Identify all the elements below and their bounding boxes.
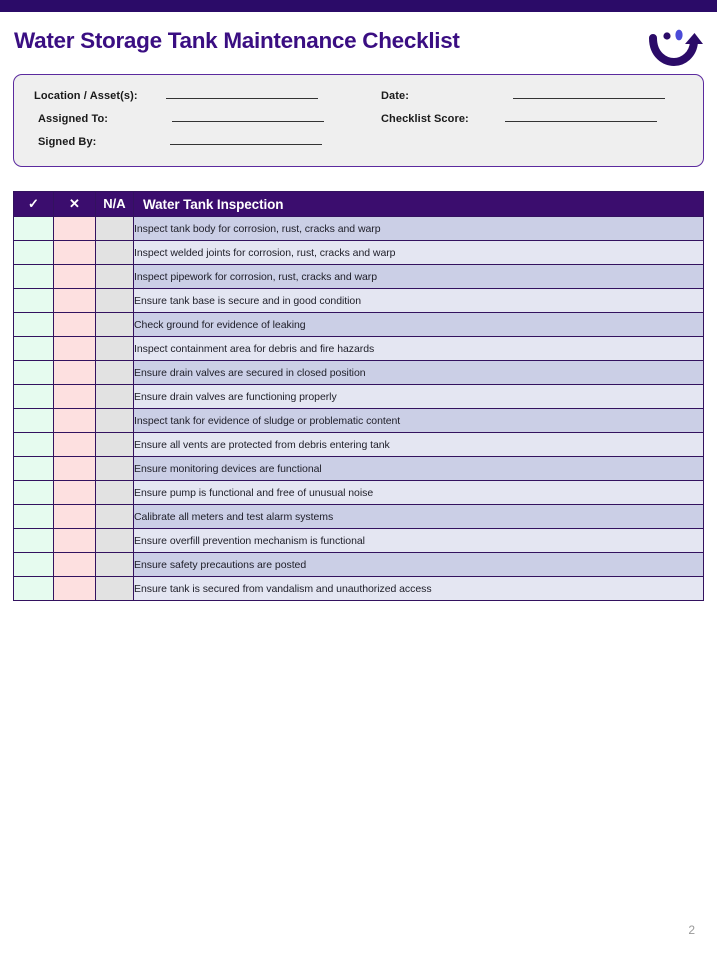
cell-na-10[interactable] — [96, 457, 134, 481]
top-accent-bar — [0, 0, 717, 12]
column-header-cross — [54, 192, 96, 217]
cross-icon: ✕ — [69, 196, 80, 211]
field-assigned-to-label: Assigned To: — [38, 113, 109, 125]
cell-na-7[interactable] — [96, 385, 134, 409]
field-date-label: Date: — [381, 90, 410, 102]
table-row — [14, 337, 704, 361]
table-row — [14, 265, 704, 289]
cell-task-label: Inspect tank for evidence of sludge or problematic content — [134, 409, 704, 433]
cell-na-4[interactable] — [96, 313, 134, 337]
cell-na-5[interactable] — [96, 337, 134, 361]
field-date[interactable] — [381, 90, 665, 102]
table-row — [14, 241, 704, 265]
cell-cross-4[interactable] — [54, 313, 96, 337]
cell-check-3[interactable] — [14, 289, 54, 313]
checklist-header-row — [14, 192, 704, 217]
cell-task-label: Inspect tank body for corrosion, rust, cracks and warp — [134, 217, 704, 241]
cell-check-13[interactable] — [14, 529, 54, 553]
cell-check-0[interactable] — [14, 217, 54, 241]
check-icon: ✓ — [28, 196, 39, 211]
cell-na-15[interactable] — [96, 577, 134, 601]
field-signed-by-input[interactable] — [170, 144, 322, 145]
table-row — [14, 457, 704, 481]
cell-cross-15[interactable] — [54, 577, 96, 601]
column-header-check — [14, 192, 54, 217]
field-signed-by-label: Signed By: — [38, 136, 97, 148]
cell-cross-9[interactable] — [54, 433, 96, 457]
inspection-checklist-table — [13, 191, 704, 601]
cell-cross-12[interactable] — [54, 505, 96, 529]
cell-task-label: Ensure overfill prevention mechanism is functional — [134, 529, 704, 553]
field-checklist-score-input[interactable] — [505, 121, 657, 122]
page-number: 2 — [688, 923, 695, 937]
cell-check-15[interactable] — [14, 577, 54, 601]
cell-task-label: Inspect welded joints for corrosion, rust, cracks and warp — [134, 241, 704, 265]
cell-cross-2[interactable] — [54, 265, 96, 289]
cell-na-1[interactable] — [96, 241, 134, 265]
na-label: N/A — [103, 196, 126, 211]
field-location[interactable] — [34, 90, 318, 102]
cell-cross-6[interactable] — [54, 361, 96, 385]
page-header — [0, 12, 717, 70]
cell-task-label: Check ground for evidence of leaking — [134, 313, 704, 337]
cell-cross-7[interactable] — [54, 385, 96, 409]
table-row — [14, 361, 704, 385]
table-row — [14, 577, 704, 601]
field-assigned-to[interactable] — [38, 113, 324, 125]
cell-check-8[interactable] — [14, 409, 54, 433]
cell-na-11[interactable] — [96, 481, 134, 505]
field-checklist-score-label: Checklist Score: — [381, 113, 469, 125]
cell-check-1[interactable] — [14, 241, 54, 265]
cell-cross-3[interactable] — [54, 289, 96, 313]
field-date-input[interactable] — [513, 98, 665, 99]
column-header-title: Water Tank Inspection — [134, 192, 704, 217]
smiley-arrow-logo-icon — [643, 24, 705, 68]
cell-task-label: Ensure safety precautions are posted — [134, 553, 704, 577]
cell-na-9[interactable] — [96, 433, 134, 457]
cell-na-2[interactable] — [96, 265, 134, 289]
table-row — [14, 313, 704, 337]
cell-check-12[interactable] — [14, 505, 54, 529]
cell-check-10[interactable] — [14, 457, 54, 481]
cell-check-6[interactable] — [14, 361, 54, 385]
field-assigned-to-input[interactable] — [172, 121, 324, 122]
cell-na-0[interactable] — [96, 217, 134, 241]
cell-na-8[interactable] — [96, 409, 134, 433]
cell-na-6[interactable] — [96, 361, 134, 385]
info-box — [13, 74, 704, 167]
field-signed-by[interactable] — [38, 136, 322, 148]
cell-task-label: Ensure pump is functional and free of unusual noise — [134, 481, 704, 505]
cell-na-14[interactable] — [96, 553, 134, 577]
table-row — [14, 385, 704, 409]
cell-task-label: Inspect pipework for corrosion, rust, cracks and warp — [134, 265, 704, 289]
page-title: Water Storage Tank Maintenance Checklist — [14, 28, 460, 53]
cell-cross-5[interactable] — [54, 337, 96, 361]
table-row — [14, 505, 704, 529]
cell-cross-0[interactable] — [54, 217, 96, 241]
cell-cross-10[interactable] — [54, 457, 96, 481]
cell-na-12[interactable] — [96, 505, 134, 529]
field-checklist-score[interactable] — [381, 113, 657, 125]
field-location-input[interactable] — [166, 98, 318, 99]
field-location-label: Location / Asset(s): — [34, 90, 138, 102]
cell-task-label: Ensure monitoring devices are functional — [134, 457, 704, 481]
table-row — [14, 481, 704, 505]
cell-check-9[interactable] — [14, 433, 54, 457]
cell-task-label: Ensure tank is secured from vandalism and unauthorized access — [134, 577, 704, 601]
cell-task-label: Ensure drain valves are secured in closed position — [134, 361, 704, 385]
table-row — [14, 433, 704, 457]
cell-cross-14[interactable] — [54, 553, 96, 577]
cell-task-label: Ensure drain valves are functioning properly — [134, 385, 704, 409]
cell-check-4[interactable] — [14, 313, 54, 337]
table-row — [14, 217, 704, 241]
checklist-body — [14, 217, 704, 601]
cell-check-7[interactable] — [14, 385, 54, 409]
cell-na-3[interactable] — [96, 289, 134, 313]
cell-check-2[interactable] — [14, 265, 54, 289]
cell-cross-8[interactable] — [54, 409, 96, 433]
cell-task-label: Ensure all vents are protected from debris entering tank — [134, 433, 704, 457]
cell-task-label: Inspect containment area for debris and fire hazards — [134, 337, 704, 361]
cell-cross-1[interactable] — [54, 241, 96, 265]
table-row — [14, 529, 704, 553]
table-row — [14, 289, 704, 313]
cell-cross-13[interactable] — [54, 529, 96, 553]
cell-task-label: Calibrate all meters and test alarm systems — [134, 505, 704, 529]
cell-check-14[interactable] — [14, 553, 54, 577]
cell-cross-11[interactable] — [54, 481, 96, 505]
cell-na-13[interactable] — [96, 529, 134, 553]
table-row — [14, 553, 704, 577]
cell-task-label: Ensure tank base is secure and in good condition — [134, 289, 704, 313]
cell-check-5[interactable] — [14, 337, 54, 361]
cell-check-11[interactable] — [14, 481, 54, 505]
table-row — [14, 409, 704, 433]
column-header-na — [96, 192, 134, 217]
